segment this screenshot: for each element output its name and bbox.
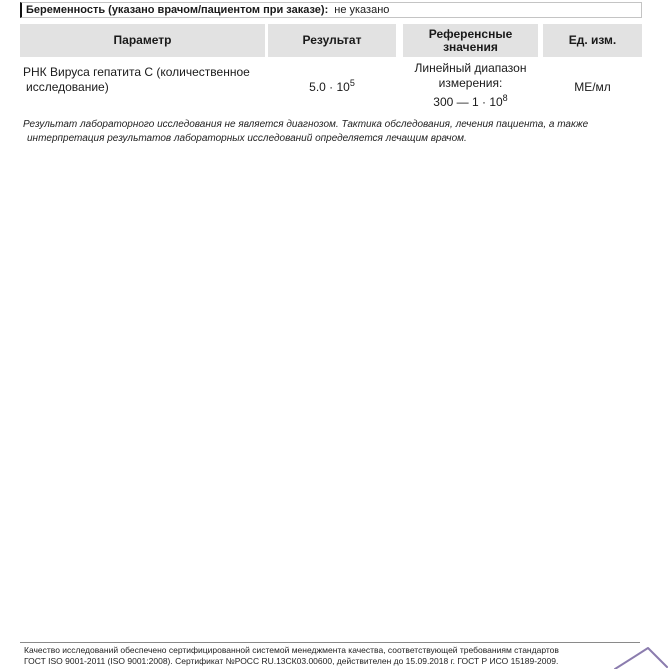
reference-line1: Линейный диапазон (414, 61, 527, 75)
column-header-parameter: Параметр (20, 24, 265, 57)
result-exponent: 5 (349, 77, 355, 88)
reference-range-base: 300 — 1 · 10 (433, 95, 503, 109)
footer-line1: Качество исследований обеспечено сертифицированной системой менеджмента качества, соответствующей требованиям стандартов (24, 645, 559, 655)
reference-line2: измерения: (438, 76, 503, 90)
column-header-result: Результат (268, 24, 396, 57)
reference-values-cell (403, 60, 538, 112)
disclaimer-text (23, 118, 643, 146)
table-row (20, 60, 642, 112)
parameter-name-line2: исследование) (26, 80, 109, 94)
reference-range-exponent: 8 (502, 93, 508, 103)
disclaimer-line1: Результат лабораторного исследования не является диагнозом. Тактика обследования, лечения пациента, а также (23, 119, 589, 130)
column-header-units: Ед. изм. (543, 24, 642, 57)
pregnancy-value: не указано (334, 4, 390, 16)
disclaimer-line2: интерпретация результатов лабораторных исследований определяется лечащим врачом. (27, 133, 467, 144)
results-table (20, 24, 642, 112)
pregnancy-field (20, 2, 642, 18)
logo-corner-mark-icon (612, 645, 669, 669)
parameter-cell (20, 60, 265, 112)
result-cell (268, 60, 396, 112)
reference-range (403, 95, 538, 110)
result-value (309, 77, 355, 95)
column-header-reference-values: Референсные значения (403, 24, 538, 57)
unit-cell (543, 60, 642, 112)
pregnancy-label: Беременность (указано врачом/пациентом при заказе): (26, 4, 329, 16)
result-mantissa: 5.0 · 10 (309, 79, 350, 94)
parameter-name-line1: РНК Вируса гепатита C (количественное (23, 65, 250, 79)
results-table-header (20, 24, 642, 57)
footer-certification-text (24, 645, 614, 666)
unit-value: МЕ/мл (574, 79, 611, 94)
footer-divider (20, 642, 640, 643)
footer-line2: ГОСТ ISO 9001-2011 (ISO 9001:2008). Сертификат №РОСС RU.13СК03.00600, действителен до 15.09.2018 г. ГОСТ Р ИСО 15189-2009. (24, 655, 559, 666)
